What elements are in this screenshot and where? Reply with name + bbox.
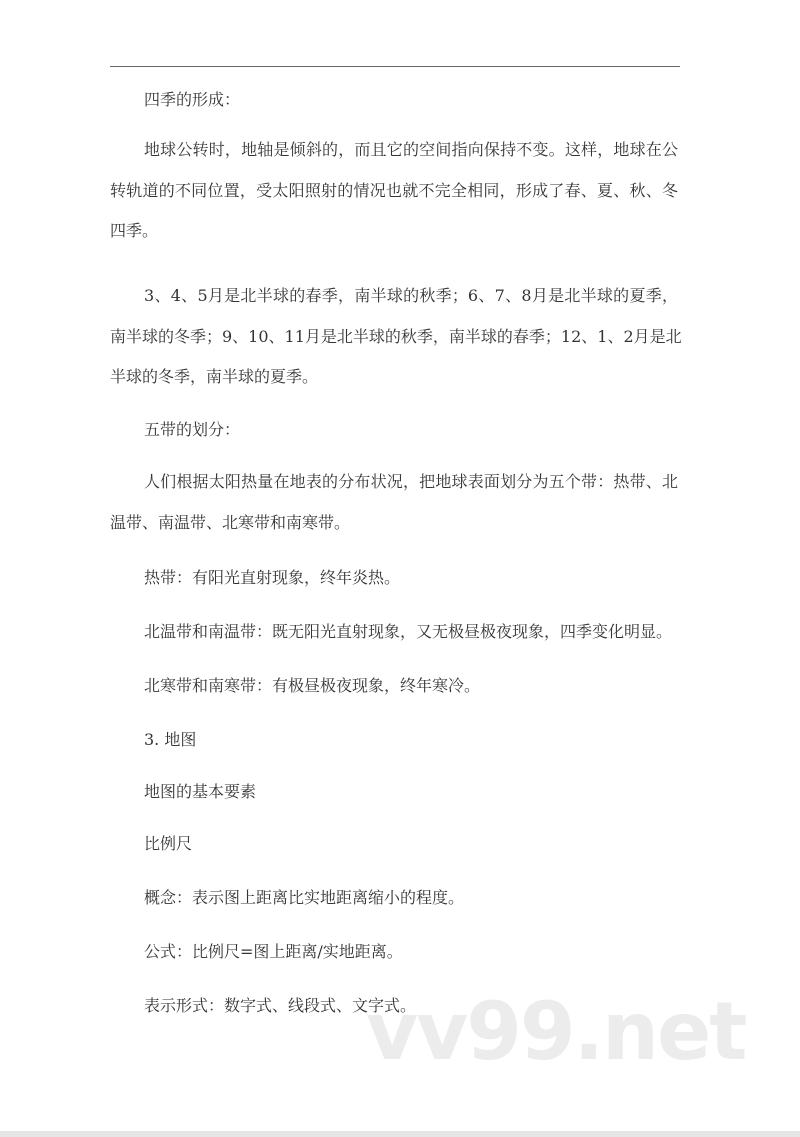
text-line: 地球公转时，地轴是倾斜的，而且它的空间指向保持不变。这样，地球在公 bbox=[144, 140, 678, 159]
paragraph bbox=[110, 90, 678, 131]
paragraph bbox=[110, 782, 678, 823]
text-line: 南半球的冬季；9、10、11月是北半球的秋季，南半球的春季；12、1、2月是北 bbox=[110, 326, 682, 346]
text-line: 3、4、5月是北半球的春季，南半球的秋季；6、7、8月是北半球的夏季， bbox=[144, 286, 678, 305]
text-line: 北寒带和南寒带：有极昼极夜现象，终年寒冷。 bbox=[144, 676, 481, 695]
paragraph bbox=[110, 730, 678, 771]
paragraph bbox=[110, 472, 678, 553]
header-rule bbox=[110, 66, 680, 67]
text-line: 3. 地图 bbox=[144, 730, 197, 749]
text-line: 半球的冬季，南半球的夏季。 bbox=[110, 367, 319, 386]
watermark: vv99.net bbox=[366, 985, 746, 1078]
text-line: 地图的基本要素 bbox=[144, 782, 257, 801]
text-line: 北温带和南温带：既无阳光直射现象，又无极昼极夜现象，四季变化明显。 bbox=[144, 622, 673, 641]
text-line: 人们根据太阳热量在地表的分布状况，把地球表面划分为五个带：热带、北 bbox=[144, 472, 678, 491]
text-line: 热带：有阳光直射现象，终年炎热。 bbox=[144, 568, 401, 587]
text-line: 公式：比例尺=图上距离/实地距离。 bbox=[144, 942, 403, 961]
paragraph bbox=[110, 568, 678, 609]
paragraph bbox=[110, 140, 678, 262]
text-line: 四季。 bbox=[110, 221, 159, 240]
paragraph bbox=[110, 888, 678, 929]
paragraph bbox=[110, 676, 678, 717]
text-line: 温带、南温带、北寒带和南寒带。 bbox=[110, 512, 351, 532]
paragraph bbox=[110, 942, 678, 983]
text-line: 转轨道的不同位置，受太阳照射的情况也就不完全相同，形成了春、夏、秋、冬 bbox=[110, 180, 678, 200]
text-line: 比例尺 bbox=[144, 834, 193, 853]
paragraph bbox=[110, 420, 678, 461]
paragraph bbox=[110, 286, 682, 408]
text-line: 五带的划分： bbox=[144, 420, 241, 439]
page-bottom-edge bbox=[0, 1131, 800, 1137]
text-line: 四季的形成： bbox=[144, 90, 241, 109]
text-line: 表示形式：数字式、线段式、文字式。 bbox=[144, 996, 417, 1015]
paragraph bbox=[110, 996, 678, 1037]
text-line: 概念：表示图上距离比实地距离缩小的程度。 bbox=[144, 888, 465, 907]
paragraph bbox=[110, 622, 678, 663]
paragraph bbox=[110, 834, 678, 875]
